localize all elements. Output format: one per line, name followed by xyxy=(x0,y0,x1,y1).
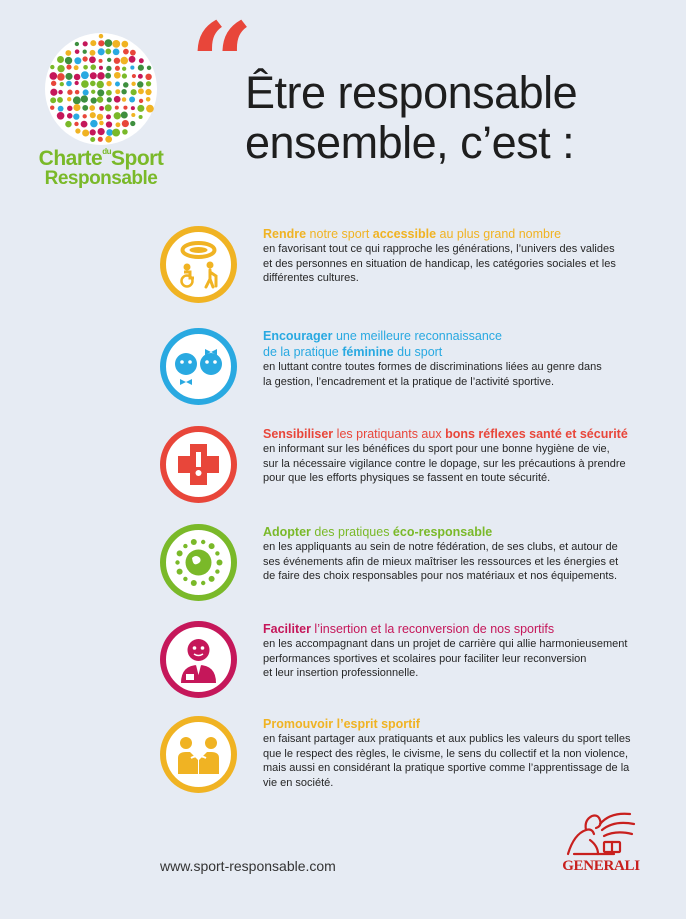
logo-word-responsable: Responsable xyxy=(44,168,158,189)
description-line: sur la nécessaire vigilance contre le dopage, sur les précautions à prendre xyxy=(263,457,626,470)
title-text: une meilleure reconnaissance xyxy=(332,329,503,343)
title-text: du sport xyxy=(393,345,443,359)
title-emphasis: Adopter xyxy=(263,525,311,539)
stadium-accessibility-icon xyxy=(166,232,231,297)
commitment-title xyxy=(263,524,658,540)
title-emphasis: Rendre xyxy=(263,227,307,241)
title-text: notre sport xyxy=(306,227,373,241)
description-line: différentes cultures. xyxy=(263,272,359,285)
title-text: au plus grand nombre xyxy=(436,227,562,241)
commitment-description xyxy=(263,360,658,389)
commitment-title xyxy=(263,426,658,442)
commitment-description xyxy=(263,540,658,584)
description-line: en informant sur les bénéfices du sport pour une bonne hygiène de vie, xyxy=(263,443,610,455)
page-title xyxy=(245,68,675,169)
description-line: en luttant contre toutes formes de discriminations liées au genre dans xyxy=(263,361,602,373)
commitment-title xyxy=(263,621,658,637)
male-female-faces-icon xyxy=(166,334,231,399)
commitment-icon-ring xyxy=(160,524,237,601)
logo-word-charte: Charte xyxy=(38,147,103,170)
description-line: en favorisant tout ce qui rapproche les générations, l’univers des valides xyxy=(263,243,615,255)
title-emphasis: Promouvoir l’esprit sportif xyxy=(263,717,420,731)
description-line: en les appliquants au sein de notre fédération, de ses clubs, et autour de xyxy=(263,541,618,553)
logo-word-du: du xyxy=(102,147,111,156)
commitment-health xyxy=(160,426,660,516)
commitment-feminine xyxy=(160,328,660,418)
commitment-spirit xyxy=(160,716,660,806)
commitment-insertion xyxy=(160,621,660,711)
title-emphasis: accessible xyxy=(372,227,437,241)
description-line: pour que les efforts physiques se fassent en toute sécurité. xyxy=(263,472,551,485)
commitment-accessible xyxy=(160,226,660,316)
commitment-icon-ring xyxy=(160,716,237,793)
health-cross-icon xyxy=(166,432,231,497)
title-text: l’insertion et la reconversion de nos sportifs xyxy=(310,622,555,636)
sport-mosaic-icon xyxy=(39,30,163,148)
title-emphasis: bons réflexes santé et sécurité xyxy=(445,427,628,441)
title-text: les pratiquants aux xyxy=(333,427,446,441)
commitment-description xyxy=(263,242,658,286)
description-line: en faisant partager aux pratiquants et aux publics les valeurs du sport telles xyxy=(263,733,631,745)
commitment-icon-ring xyxy=(160,426,237,503)
title-emphasis: éco-responsable xyxy=(392,525,493,539)
commitment-title xyxy=(263,716,658,732)
commitment-icon-ring xyxy=(160,328,237,405)
description-line: en les accompagnant dans un projet de carrière qui allie harmonieusement xyxy=(263,638,628,650)
description-line: et leur insertion professionnelle. xyxy=(263,667,419,680)
charte-sport-logo xyxy=(22,30,172,200)
description-line: que le respect des règles, le civisme, le sens du collectif et la non violence, xyxy=(263,747,629,760)
description-line: de faire des choix responsables pour nos matériaux et nos équipements. xyxy=(263,570,618,583)
commitment-icon-ring xyxy=(160,621,237,698)
title-text: des pratiques xyxy=(310,525,393,539)
title-emphasis: féminine xyxy=(342,345,394,359)
handshake-icon xyxy=(166,722,231,787)
eco-globe-icon xyxy=(166,530,231,595)
commitment-description xyxy=(263,637,658,681)
quote-mark: “ xyxy=(190,0,254,127)
commitment-title xyxy=(263,328,658,344)
description-line: mais aussi en considérant la pratique sportive comme l’apprentissage de la xyxy=(263,762,630,775)
description-line: vie en société. xyxy=(263,776,334,789)
website-link[interactable]: www.sport-responsable.com xyxy=(160,858,336,874)
commitment-title xyxy=(263,226,658,242)
description-line: la gestion, l’encadrement et la pratique de l’activité sportive. xyxy=(263,375,555,388)
title-emphasis: Encourager xyxy=(263,329,333,343)
commitment-title-line2 xyxy=(263,344,658,360)
description-line: ses événements afin de mieux maîtriser les ressources et les énergies et xyxy=(263,555,619,568)
title-emphasis: Faciliter xyxy=(263,622,311,636)
title-text: de la pratique xyxy=(263,345,343,359)
commitment-description xyxy=(263,732,658,790)
winged-lion-icon xyxy=(560,810,642,860)
description-line: et des personnes en situation de handicap, les catégories sociales et les xyxy=(263,257,616,270)
generali-wordmark: GENERALI xyxy=(562,858,640,874)
description-line: performances sportives et scolaires pour faciliter leur reconversion xyxy=(263,652,587,665)
title-emphasis: Sensibiliser xyxy=(263,427,334,441)
professional-person-icon xyxy=(166,627,231,692)
generali-logo xyxy=(560,810,650,880)
page-title-line2: ensemble, c’est : xyxy=(245,117,575,169)
commitment-description xyxy=(263,442,658,486)
page-title-line1: Être responsable xyxy=(245,67,578,118)
commitment-icon-ring xyxy=(160,226,237,303)
commitment-eco xyxy=(160,524,660,614)
logo-word-sport: Sport xyxy=(110,147,164,170)
